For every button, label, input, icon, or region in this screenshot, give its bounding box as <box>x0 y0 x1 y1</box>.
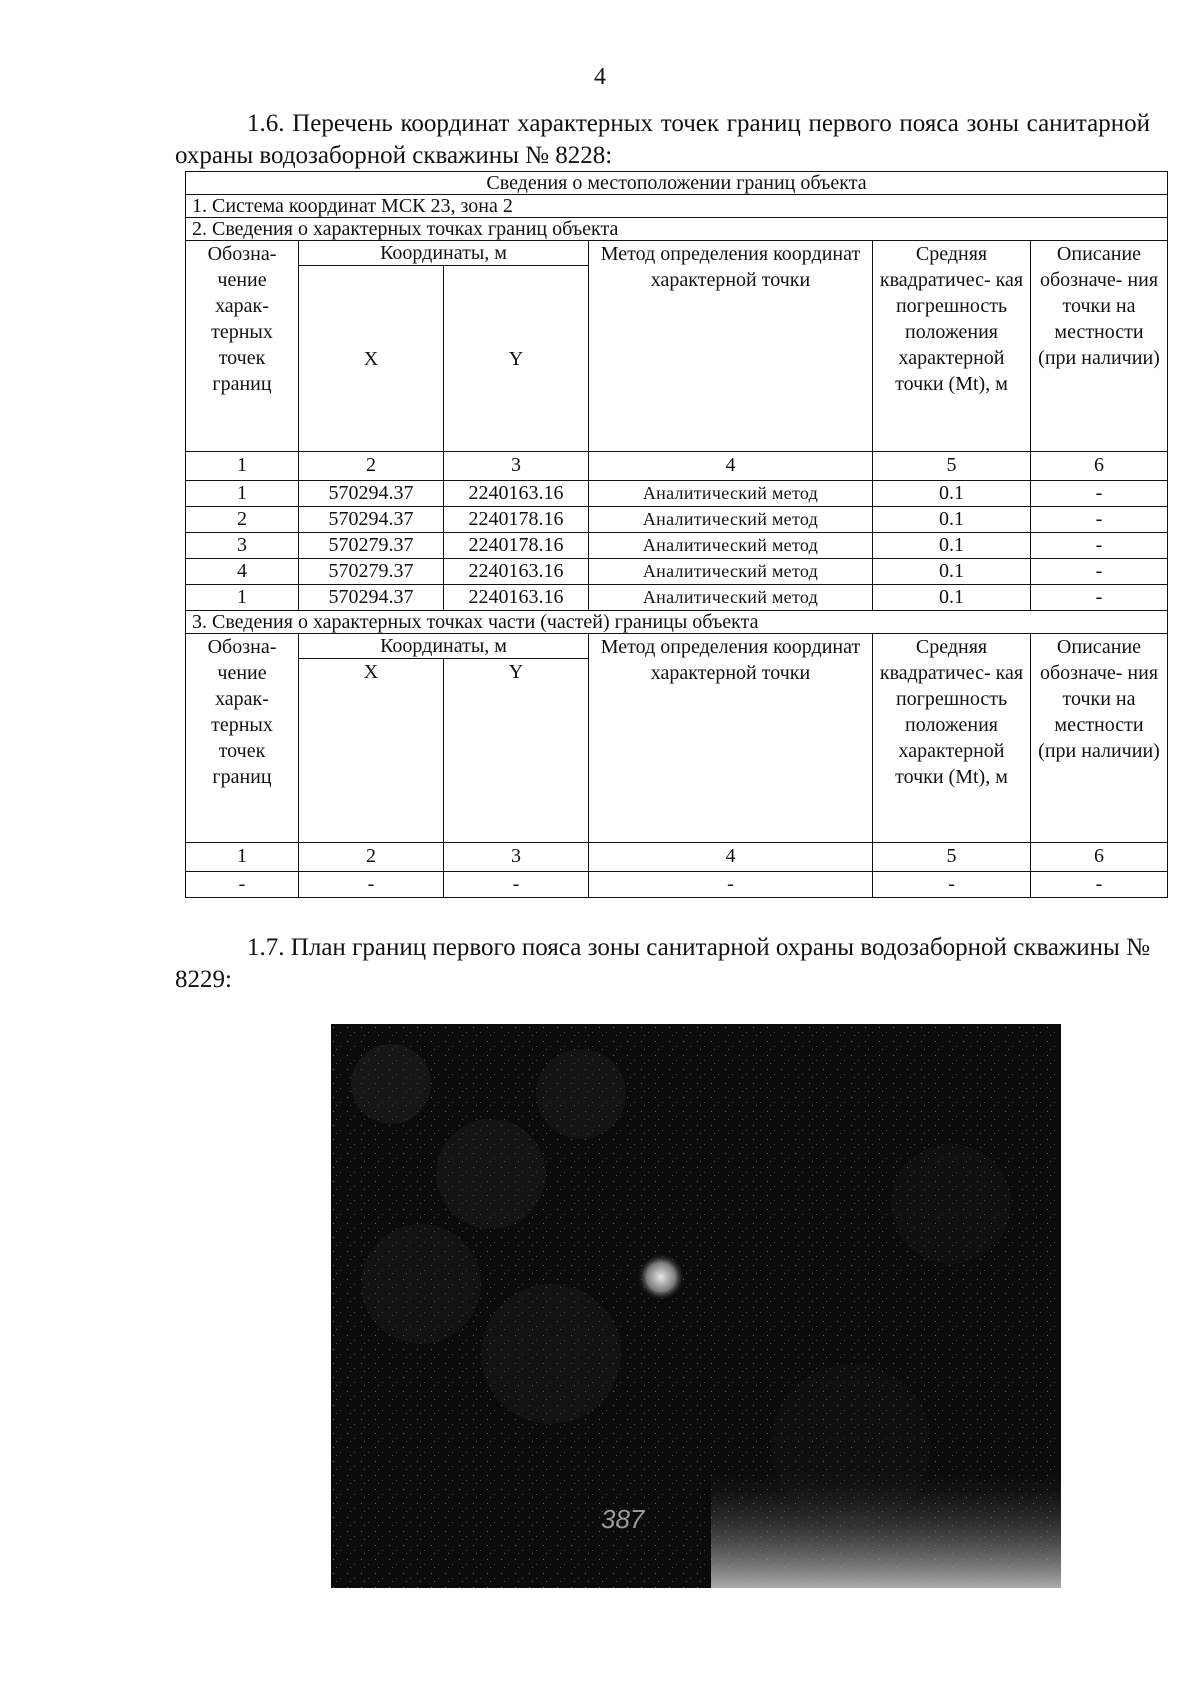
y-cell: 2240163.16 <box>444 585 589 611</box>
col-number-6: 6 <box>1031 843 1168 872</box>
description-cell: - <box>1031 533 1168 559</box>
table-row <box>186 507 1168 533</box>
y-cell: - <box>444 872 589 898</box>
col-number-6: 6 <box>1031 452 1168 481</box>
coordinates-table <box>185 171 1168 898</box>
header-coordinates: Координаты, м <box>299 241 589 266</box>
header-description: Описание обозначе- ния точки на местности (при наличии) <box>1031 241 1168 452</box>
method-cell: Аналитический метод <box>589 559 873 585</box>
header-error: Средняя квадратичес- кая погрешность положения характерной точки (Mt), м <box>873 241 1031 452</box>
satellite-image-drawing <box>331 1024 1061 1588</box>
header-x: X <box>299 266 444 452</box>
y-cell: 2240178.16 <box>444 507 589 533</box>
table-title: Сведения о местоположении границ объекта <box>186 172 1168 195</box>
y-cell: 2240163.16 <box>444 481 589 507</box>
col-number-5: 5 <box>873 843 1031 872</box>
col-number-3: 3 <box>444 843 589 872</box>
section-1-7-number: 1.7. <box>247 934 285 961</box>
header-x: X <box>299 659 444 843</box>
col-number-5: 5 <box>873 452 1031 481</box>
method-cell: Аналитический метод <box>589 585 873 611</box>
table-row <box>186 872 1168 898</box>
col-number-4: 4 <box>589 843 873 872</box>
description-cell: - <box>1031 585 1168 611</box>
header-y: Y <box>444 266 589 452</box>
well-marker <box>637 1253 685 1301</box>
header-designation: Обозна- чение харак- терных точек границ <box>186 241 299 452</box>
x-cell: 570294.37 <box>299 585 444 611</box>
x-cell: 570279.37 <box>299 533 444 559</box>
method-cell: Аналитический метод <box>589 533 873 559</box>
header-designation: Обозна- чение харак- терных точек границ <box>186 634 299 843</box>
header-error: Средняя квадратичес- кая погрешность положения характерной точки (Mt), м <box>873 634 1031 843</box>
part2-title: 2. Сведения о характерных точках границ объекта <box>186 218 1168 241</box>
col-number-4: 4 <box>589 452 873 481</box>
error-cell: 0.1 <box>873 481 1031 507</box>
header-y: Y <box>444 659 589 843</box>
method-cell: - <box>589 872 873 898</box>
col-number-1: 1 <box>186 843 299 872</box>
y-cell: 2240178.16 <box>444 533 589 559</box>
description-cell: - <box>1031 507 1168 533</box>
part3-title: 3. Сведения о характерных точках части (частей) границы объекта <box>186 611 1168 634</box>
header-method: Метод определения координат характерной точки <box>589 241 873 452</box>
error-cell: 0.1 <box>873 533 1031 559</box>
header-description: Описание обозначе- ния точки на местности (при наличии) <box>1031 634 1168 843</box>
point-cell: 3 <box>186 533 299 559</box>
satellite-map-image <box>331 1024 1061 1588</box>
error-cell: - <box>873 872 1031 898</box>
description-cell: - <box>1031 872 1168 898</box>
description-cell: - <box>1031 481 1168 507</box>
section-1-7-heading <box>175 932 1150 996</box>
bottom-haze <box>711 1464 1061 1588</box>
point-cell: 2 <box>186 507 299 533</box>
table-row <box>186 585 1168 611</box>
page-number: 4 <box>594 64 606 90</box>
section-1-7-text: План границ первого пояса зоны санитарной охраны водозаборной скважины № 8229: <box>175 934 1150 993</box>
point-cell: 1 <box>186 585 299 611</box>
error-cell: 0.1 <box>873 507 1031 533</box>
table-row <box>186 533 1168 559</box>
section-1-6-heading <box>175 108 1150 172</box>
description-cell: - <box>1031 559 1168 585</box>
point-cell: - <box>186 872 299 898</box>
col-number-3: 3 <box>444 452 589 481</box>
col-number-2: 2 <box>299 452 444 481</box>
error-cell: 0.1 <box>873 585 1031 611</box>
section-1-6-text: Перечень координат характерных точек границ первого пояса зоны санитарной охраны водозаборной скважины № 8228: <box>175 110 1151 169</box>
error-cell: 0.1 <box>873 559 1031 585</box>
x-cell: - <box>299 872 444 898</box>
x-cell: 570279.37 <box>299 559 444 585</box>
method-cell: Аналитический метод <box>589 507 873 533</box>
y-cell: 2240163.16 <box>444 559 589 585</box>
x-cell: 570294.37 <box>299 507 444 533</box>
coord-system: 1. Система координат МСК 23, зона 2 <box>186 195 1168 218</box>
header-method: Метод определения координат характерной точки <box>589 634 873 843</box>
table-row <box>186 559 1168 585</box>
x-cell: 570294.37 <box>299 481 444 507</box>
col-number-1: 1 <box>186 452 299 481</box>
col-number-2: 2 <box>299 843 444 872</box>
image-label: 387 <box>601 1504 645 1534</box>
method-cell: Аналитический метод <box>589 481 873 507</box>
point-cell: 4 <box>186 559 299 585</box>
table-row <box>186 481 1168 507</box>
point-cell: 1 <box>186 481 299 507</box>
section-1-6-number: 1.6. <box>247 110 285 137</box>
header-coordinates: Координаты, м <box>299 634 589 659</box>
